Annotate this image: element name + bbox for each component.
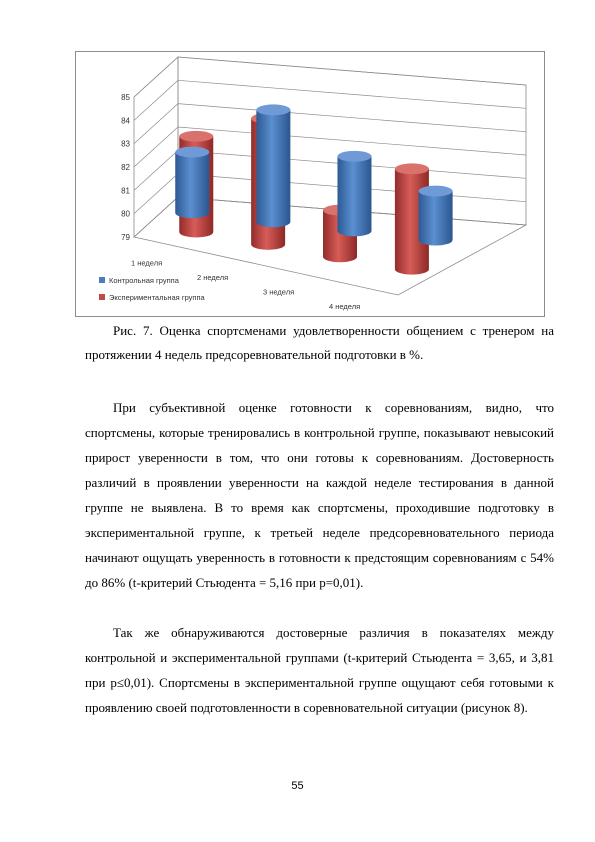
y-tick-label: 79 (121, 233, 130, 242)
bar-control (337, 151, 371, 237)
legend-swatch (99, 294, 105, 300)
x-category-label: 4 неделя (329, 301, 361, 311)
y-tick-label: 83 (121, 139, 130, 149)
body-paragraph: При субъективной оценке готовности к соревнованиям, видно, что спортсмены, которые тренировались в контрольной группе, показывают невысокий прирост уверенности в том, что они готовы к соревнованиям. Достоверность различий в проявлении уверенности на каждой неделе тестирования в данной группе не выявлена. В то время как спортсмены, проходившие подготовку в экспериментальной группе, к третьей неделе предсоревновательного периода начинают ощущать уверенность в готовности к предстоящим соревнованиям с 54% до 86% (t-критерий Стьюдента = 5,16 при p=0,01). (85, 400, 554, 590)
body-paragraph: Так же обнаруживаются достоверные различия в показателях между контрольной и экспериментальной группами (t-критерий Стьюдента = 3,65, и 3,81 при p≤0,01). Спортсмены в экспериментальной группе ощущают себя готовыми к проявлению своей подготовленности в соревновательной ситуации (рисунок 8). (85, 625, 554, 715)
figure-caption: Рис. 7. Оценка спортсменами удовлетворенности общением с тренером на протяжении 4 недель предсоревновательной подготовки в %. (85, 323, 554, 362)
bar-control (256, 104, 290, 227)
y-tick-label: 85 (121, 93, 130, 102)
y-tick-label: 82 (121, 163, 130, 172)
x-category-label: 3 неделя (263, 287, 295, 297)
page-number: 55 (291, 780, 304, 792)
x-category-label: 2 неделя (197, 272, 229, 282)
legend-label: Контрольная группа (109, 276, 179, 285)
legend-label: Экспериментальная группа (109, 293, 205, 302)
y-tick-label: 81 (121, 186, 130, 196)
bar-control (419, 186, 453, 246)
legend-swatch (99, 277, 105, 283)
bar-control (175, 147, 209, 219)
gridline (134, 80, 526, 120)
x-category-label: 1 неделя (131, 258, 163, 268)
chart-3d-bar (76, 52, 544, 316)
y-tick-label: 84 (121, 116, 130, 126)
y-tick-label: 80 (121, 209, 130, 219)
gridline (134, 57, 526, 97)
chart-frame (75, 51, 545, 317)
